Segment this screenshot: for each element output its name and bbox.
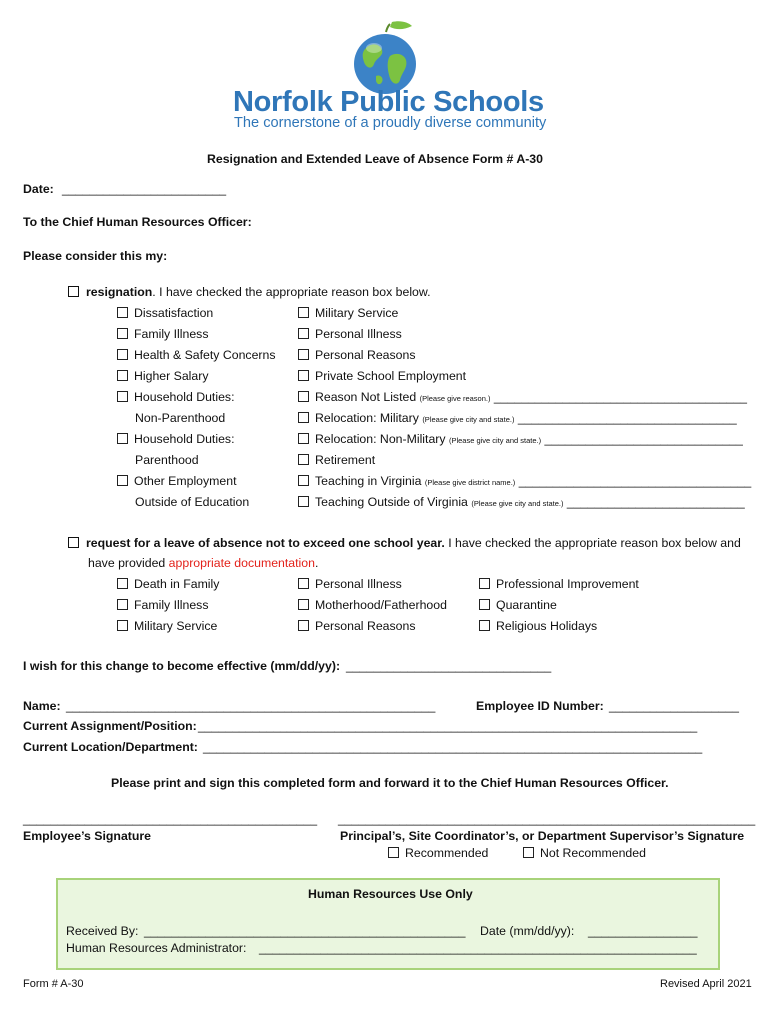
reason-note: (Please give city and state.): [471, 499, 564, 508]
instruction-text: Please print and sign this completed form and forward it to the Chief Human Resources Officer.: [111, 776, 669, 790]
name-label: Name:: [23, 699, 61, 713]
leave-reason-checkbox[interactable]: [298, 578, 309, 589]
reason-detail-field[interactable]: _____________________________: [544, 432, 743, 446]
employee-signature-line[interactable]: ___________________________________________: [23, 812, 318, 826]
location-label: Current Location/Department:: [23, 740, 198, 754]
reason-label: Retirement: [315, 453, 376, 467]
reason-checkbox[interactable]: [298, 433, 309, 444]
reason-checkbox[interactable]: [117, 391, 128, 402]
leave-checkbox[interactable]: [68, 537, 79, 548]
resignation-checkbox[interactable]: [68, 286, 79, 297]
reason-label: Household Duties:: [134, 432, 235, 446]
hr-date-field[interactable]: ________________: [588, 924, 698, 938]
reason-detail-field[interactable]: __________________________________: [518, 474, 752, 488]
reason-note: (Please give district name.): [424, 478, 516, 487]
leave-reason-option[interactable]: [117, 619, 217, 633]
reason-label: Teaching Outside of Virginia: [315, 495, 468, 509]
reason-checkbox[interactable]: [298, 475, 309, 486]
reason-continuation: [135, 495, 249, 509]
reason-checkbox[interactable]: [117, 328, 128, 339]
leave-reason-label: Professional Improvement: [496, 577, 639, 591]
reason-checkbox[interactable]: [298, 307, 309, 318]
reason-checkbox[interactable]: [117, 349, 128, 360]
reason-detail-field[interactable]: ________________________________: [517, 411, 737, 425]
reason-continuation: [135, 453, 199, 467]
reason-option[interactable]: [117, 348, 276, 362]
leave-reason-option[interactable]: [117, 577, 219, 591]
assignment-label: Current Assignment/Position:: [23, 719, 197, 733]
reason-detail-field[interactable]: __________________________: [566, 495, 745, 509]
recommended-checkbox[interactable]: [388, 847, 399, 858]
reason-checkbox[interactable]: [117, 370, 128, 381]
reason-label: Military Service: [315, 306, 399, 320]
supervisor-signature-label: Principal’s, Site Coordinator’s, or Department Supervisor’s Signature: [340, 829, 745, 843]
leave-reason-label: Religious Holidays: [496, 619, 598, 633]
date-field[interactable]: ________________________: [62, 182, 227, 196]
hr-admin-field[interactable]: ________________________________________________________________: [259, 941, 697, 955]
reason-label: Higher Salary: [134, 369, 209, 383]
leave-reason-label: Personal Reasons: [315, 619, 416, 633]
employee-id-field[interactable]: ___________________: [609, 699, 739, 713]
hr-date-label: Date (mm/dd/yy):: [480, 924, 575, 938]
reason-checkbox[interactable]: [298, 496, 309, 507]
reason-label: Outside of Education: [135, 495, 250, 509]
supervisor-signature-line[interactable]: _____________________________________________________________: [338, 812, 756, 826]
reason-detail-field[interactable]: _____________________________________: [493, 390, 747, 404]
reason-option[interactable]: [298, 432, 743, 446]
leave-reason-option[interactable]: [479, 619, 597, 633]
reason-label: Other Employment: [134, 474, 237, 488]
reason-label: Personal Reasons: [315, 348, 416, 362]
reason-option[interactable]: [298, 411, 737, 425]
not-recommended-checkbox[interactable]: [523, 847, 534, 858]
leave-reason-label: Death in Family: [134, 577, 220, 591]
leave-reason-checkbox[interactable]: [117, 578, 128, 589]
reason-checkbox[interactable]: [117, 433, 128, 444]
location-field[interactable]: _________________________________________________________________________: [203, 740, 703, 754]
reason-checkbox[interactable]: [298, 412, 309, 423]
reason-option[interactable]: [298, 390, 747, 404]
reason-label: Reason Not Listed: [315, 390, 417, 404]
hr-box-title: Human Resources Use Only: [308, 887, 473, 901]
resignation-option[interactable]: resignation. I have checked the appropriate reason box below.: [68, 285, 431, 299]
footer-revised-date: Revised April 2021: [660, 978, 752, 990]
effective-date-field[interactable]: ______________________________: [346, 659, 552, 673]
reason-note: (Please give city and state.): [448, 436, 542, 445]
reason-label: Non-Parenthood: [135, 411, 226, 425]
name-field[interactable]: ______________________________________________________: [66, 699, 436, 713]
reason-option[interactable]: [117, 390, 234, 404]
leave-reason-label: Motherhood/Fatherhood: [315, 598, 447, 612]
reason-checkbox[interactable]: [298, 454, 309, 465]
reason-option[interactable]: [117, 306, 213, 320]
reason-checkbox[interactable]: [298, 391, 309, 402]
reason-option[interactable]: [298, 453, 375, 467]
leave-reason-checkbox[interactable]: [117, 620, 128, 631]
logo-tagline: The cornerstone of a proudly diverse community: [234, 115, 547, 131]
consider-line: Please consider this my:: [23, 249, 168, 263]
leave-reason-label: Personal Illness: [315, 577, 402, 591]
reason-option[interactable]: [117, 327, 208, 341]
reason-option[interactable]: [298, 306, 398, 320]
employee-id-label: Employee ID Number:: [476, 699, 604, 713]
date-label: Date:: [23, 182, 54, 196]
reason-label: Parenthood: [135, 453, 199, 467]
received-by-field[interactable]: _______________________________________________: [144, 924, 466, 938]
reason-option[interactable]: [298, 369, 466, 383]
leave-reason-label: Military Service: [134, 619, 218, 633]
reason-note: (Please give reason.): [419, 394, 491, 403]
reason-label: Family Illness: [134, 327, 209, 341]
leave-reason-checkbox[interactable]: [298, 620, 309, 631]
reason-checkbox[interactable]: [117, 307, 128, 318]
leave-reason-option[interactable]: [298, 619, 415, 633]
to-line: To the Chief Human Resources Officer:: [23, 215, 252, 229]
reason-checkbox[interactable]: [298, 328, 309, 339]
leave-reason-checkbox[interactable]: [479, 620, 490, 631]
reason-label: Personal Illness: [315, 327, 402, 341]
reason-option[interactable]: [298, 495, 745, 509]
reason-note: (Please give city and state.): [422, 415, 515, 424]
reason-option[interactable]: [298, 348, 415, 362]
reason-checkbox[interactable]: [298, 370, 309, 381]
reason-label: Relocation: Non-Military: [315, 432, 446, 446]
leave-reason-option[interactable]: [117, 598, 208, 612]
recommended-option[interactable]: Recommended: [388, 846, 488, 860]
reason-checkbox[interactable]: [117, 475, 128, 486]
logo-title: Norfolk Public Schools: [233, 86, 544, 118]
documentation-link[interactable]: appropriate documentation: [168, 556, 315, 570]
leave-reason-label: Family Illness: [134, 598, 209, 612]
employee-signature-label: Employee’s Signature: [23, 829, 152, 843]
logo: [230, 18, 547, 133]
leave-reason-option[interactable]: [479, 598, 557, 612]
hr-admin-label: Human Resources Administrator:: [66, 941, 247, 955]
received-by-label: Received By:: [66, 924, 139, 938]
assignment-field[interactable]: _________________________________________________________________________: [198, 719, 698, 733]
reason-label: Teaching in Virginia: [315, 474, 422, 488]
not-recommended-option[interactable]: Not Recommended: [523, 846, 646, 860]
reason-label: Health & Safety Concerns: [134, 348, 276, 362]
reason-continuation: [135, 411, 225, 425]
reason-label: Relocation: Military: [315, 411, 419, 425]
reason-label: Household Duties:: [134, 390, 235, 404]
effective-label: I wish for this change to become effective (mm/dd/yy):: [23, 659, 341, 673]
leave-reason-checkbox[interactable]: [298, 599, 309, 610]
reason-option[interactable]: [298, 327, 402, 341]
reason-label: Dissatisfaction: [134, 306, 214, 320]
reason-option[interactable]: [117, 369, 209, 383]
leave-reason-option[interactable]: [479, 577, 639, 591]
leave-reason-option[interactable]: [298, 598, 447, 612]
leave-reason-checkbox[interactable]: [479, 578, 490, 589]
leave-reason-option[interactable]: [298, 577, 402, 591]
reason-option[interactable]: [117, 474, 237, 488]
reason-option[interactable]: [117, 432, 234, 446]
leave-line-2: have provided appropriate documentation.: [88, 556, 319, 570]
reason-label: Private School Employment: [315, 369, 467, 383]
reason-option[interactable]: [298, 474, 751, 488]
footer-form-number: Form # A-30: [23, 978, 84, 990]
leave-reason-label: Quarantine: [496, 598, 557, 612]
reason-checkbox[interactable]: [298, 349, 309, 360]
leave-reason-checkbox[interactable]: [117, 599, 128, 610]
leave-reason-checkbox[interactable]: [479, 599, 490, 610]
form-title: Resignation and Extended Leave of Absence Form # A-30: [207, 152, 543, 166]
leave-option[interactable]: request for a leave of absence not to exceed one school year. I have checked the appropriate reason box below and: [68, 536, 741, 550]
